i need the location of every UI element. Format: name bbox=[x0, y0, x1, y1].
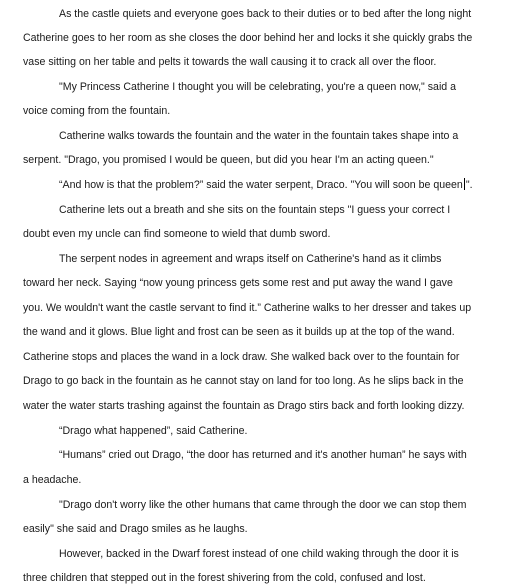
paragraph-line: you. We wouldn't want the castle servant to find it.” Catherine walks to her dresser and takes up bbox=[23, 302, 472, 314]
paragraph-line: "My Princess Catherine I thought you will be celebrating, you're a queen now," said a bbox=[59, 81, 457, 93]
paragraph-line: easily" she said and Drago smiles as he laughs. bbox=[23, 523, 248, 535]
paragraph-line: "Drago don't worry like the other humans that came through the door we can stop them bbox=[59, 499, 467, 511]
paragraph-line: Catherine lets out a breath and she sits on the fountain steps "I guess your correct I bbox=[59, 204, 451, 216]
paragraph-line: water the water starts trashing against the fountain as Drago stirs back and forth looking dizzy. bbox=[23, 400, 465, 412]
paragraph-line: Catherine stops and places the wand in a lock draw. She walked back over to the fountain for bbox=[23, 351, 460, 363]
paragraph-line: the wand and it glows. Blue light and frost can be seen as it builds up at the top of the wand. bbox=[23, 326, 455, 338]
paragraph-line: Drago to go back in the fountain as he cannot stay on land for too long. As he slips back in the bbox=[23, 375, 464, 387]
paragraph-line: However, backed in the Dwarf forest instead of one child waking through the door it is bbox=[59, 548, 459, 560]
paragraph-line: The serpent nodes in agreement and wraps itself on Catherine's hand as it climbs bbox=[59, 253, 442, 265]
paragraph-line-text: “And how is that the problem?” said the water serpent, Draco. "You will soon be queen bbox=[59, 179, 463, 191]
paragraph-line: voice coming from the fountain. bbox=[23, 105, 171, 117]
text-cursor bbox=[464, 178, 465, 190]
paragraph-line: vase sitting on her table and pelts it towards the wall causing it to crack all over the floor. bbox=[23, 56, 437, 68]
paragraph-line: Catherine goes to her room as she closes the door behind her and locks it she quickly grabs the bbox=[23, 32, 473, 44]
paragraph-line: “Humans” cried out Drago, “the door has returned and it's another human” he says with bbox=[59, 449, 467, 461]
paragraph-line: Catherine walks towards the fountain and the water in the fountain takes shape into a bbox=[59, 130, 459, 142]
paragraph-line: a headache. bbox=[23, 474, 82, 486]
paragraph-line: As the castle quiets and everyone goes back to their duties or to bed after the long night bbox=[59, 8, 472, 20]
paragraph-line: doubt even my uncle can find someone to wield that dumb sword. bbox=[23, 228, 331, 240]
paragraph-line: serpent. "Drago, you promised I would be queen, but did you hear I'm an acting queen." bbox=[23, 154, 434, 166]
paragraph-line: three children that stepped out in the forest shivering from the cold, confused and lost. bbox=[23, 572, 426, 584]
paragraph-line: toward her neck. Saying “now young princess gets some rest and put away the wand I gave bbox=[23, 277, 453, 289]
paragraph-line-tail: ". bbox=[465, 179, 473, 191]
paragraph-line: “Drago what happened”, said Catherine. bbox=[59, 425, 248, 437]
paragraph-line-with-cursor bbox=[59, 178, 473, 192]
